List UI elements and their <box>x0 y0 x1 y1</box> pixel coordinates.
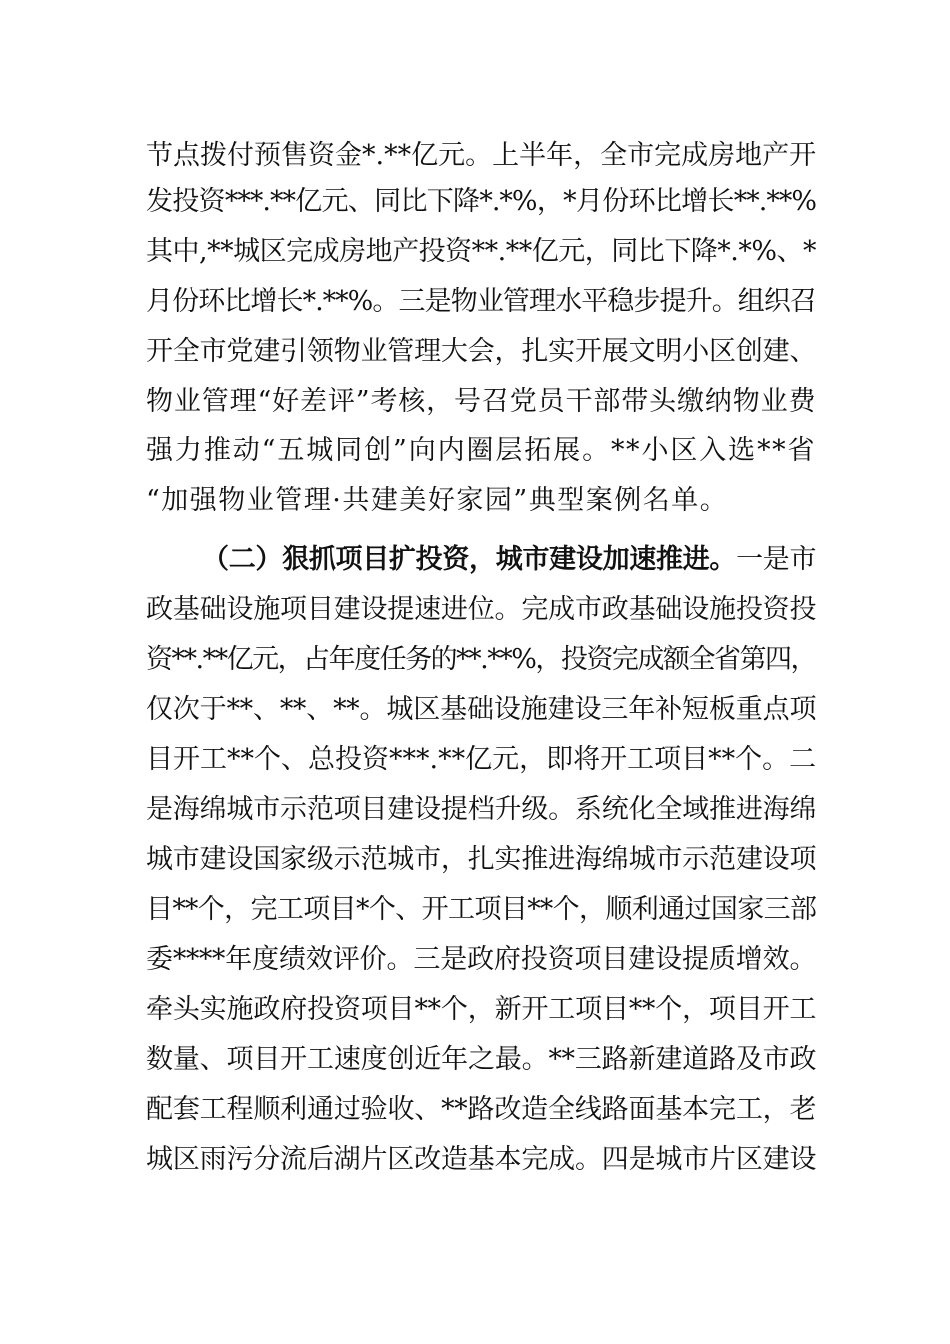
text-line: 开全市党建引领物业管理大会，扎实开展文明小区创建、 <box>146 336 816 367</box>
text-line: 其中,**城区完成房地产投资**.**亿元，同比下降*.*%、* <box>146 236 816 267</box>
text-line: 节点拨付预售资金*.**亿元。上半年，全市完成房地产开 <box>146 140 817 171</box>
text-line: 城区雨污分流后湖片区改造基本完成。四是城市片区建设 <box>146 1144 816 1175</box>
text-line: 配套工程顺利通过验收、**路改造全线路面基本完工，老 <box>146 1094 816 1125</box>
text-line: “加强物业管理·共建美好家园”典型案例名单。 <box>146 485 729 516</box>
heading-line-rest: 一是市 <box>736 544 817 575</box>
text-line <box>202 542 816 578</box>
text-line: 是海绵城市示范项目建设提档升级。系统化全域推进海绵 <box>146 794 816 825</box>
text-line: 强力推动“五城同创”向内圈层拓展。**小区入选**省 <box>146 435 816 466</box>
text-line: 目**个，完工项目*个、开工项目**个，顺利通过国家三部 <box>146 894 816 925</box>
text-line: 月份环比增长*.**%。三是物业管理水平稳步提升。组织召 <box>146 286 816 317</box>
text-line: 物业管理“好差评”考核，号召党员干部带头缴纳物业费 <box>146 386 816 417</box>
section-heading: （二）狠抓项目扩投资，城市建设加速推进。 <box>202 544 737 575</box>
text-line: 政基础设施项目建设提速进位。完成市政基础设施投资投 <box>146 594 816 625</box>
text-line: 城市建设国家级示范城市，扎实推进海绵城市示范建设项 <box>146 844 816 875</box>
text-line: 数量、项目开工速度创近年之最。**三路新建道路及市政 <box>146 1044 816 1075</box>
text-line: 目开工**个、总投资***.**亿元，即将开工项目**个。二 <box>146 744 817 775</box>
text-line: 发投资***.**亿元、同比下降*.*%，*月份环比增长**.**% <box>146 186 816 217</box>
text-line: 委****年度绩效评价。三是政府投资项目建设提质增效。 <box>146 944 816 975</box>
text-line: 仅次于**、**、**。城区基础设施建设三年补短板重点项 <box>146 694 816 725</box>
text-line: 资**.**亿元，占年度任务的**.**%，投资完成额全省第四， <box>146 644 816 675</box>
text-line: 牵头实施政府投资项目**个，新开工项目**个，项目开工 <box>146 994 816 1025</box>
